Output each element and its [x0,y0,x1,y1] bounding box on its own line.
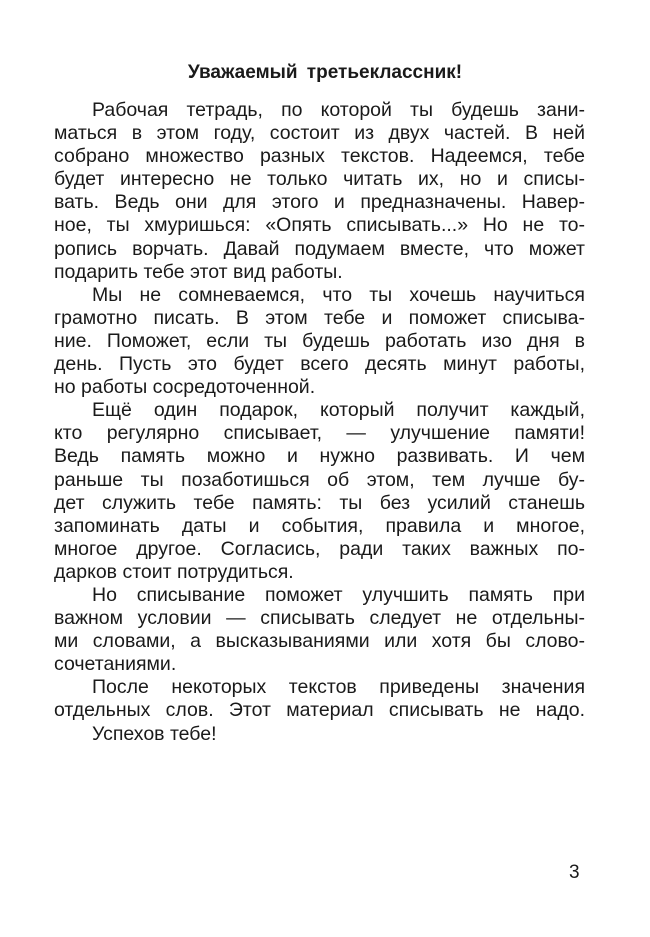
text-line: После некоторых текстов приведены значения [92,676,585,699]
text-line: дет служить тебе память: ты без усилий станешь [54,491,585,514]
text-line: ми словами, а высказываниями или хотя бы слово- [54,630,585,653]
body-text [54,99,585,746]
text-line: дарков стоит потрудиться. [54,560,294,583]
text-line: но работы сосредоточенной. [54,376,316,399]
text-line: Мы не сомневаемся, что ты хочешь научиться [92,283,585,306]
text-line: Но списывание поможет улучшить память при [92,583,585,606]
text-line: собрано множество разных текстов. Надеемся, тебе [54,145,585,168]
text-line: маться в этом году, состоит из двух частей. В ней [54,122,585,145]
text-line: отдельных слов. Этот материал списывать не надо. [54,699,585,722]
text-line: ние. Поможет, если ты будешь работать изо дня в [54,329,585,352]
text-line: многое другое. Согласись, ради таких важных по- [54,537,585,560]
text-line: раньше ты позаботишься об этом, тем лучше бу- [54,468,585,491]
text-line: будет интересно не только читать их, но и списы- [54,168,585,191]
text-line: ное, ты хмуришься: «Опять списывать...» Но не то- [54,214,585,237]
text-line: подарить тебе этот вид работы. [54,260,343,283]
text-line: Успехов тебе! [92,722,217,745]
text-line: Рабочая тетрадь, по которой ты будешь зани- [92,99,585,121]
text-line: сочетаниями. [54,653,177,676]
text-line: ропись ворчать. Давай подумаем вместе, что может [54,237,585,260]
text-line: Ведь память можно и нужно развивать. И чем [54,445,585,468]
text-line: важном условии — списывать следует не отдельны- [54,607,585,630]
text-line: Ещё один подарок, который получит каждый, [92,399,585,422]
text-line: грамотно писать. В этом тебе и поможет списыва- [54,306,585,329]
page-number: 3 [569,862,580,883]
text-line: запоминать даты и события, правила и многое, [54,514,585,537]
text-line: кто регулярно списывает, — улучшение памяти! [54,422,585,445]
text-line: вать. Ведь они для этого и предназначены. Навер- [54,191,585,214]
text-line: день. Пусть это будет всего десять минут работы, [54,353,585,376]
page-title: Уважаемый третьеклассник! [187,62,463,83]
